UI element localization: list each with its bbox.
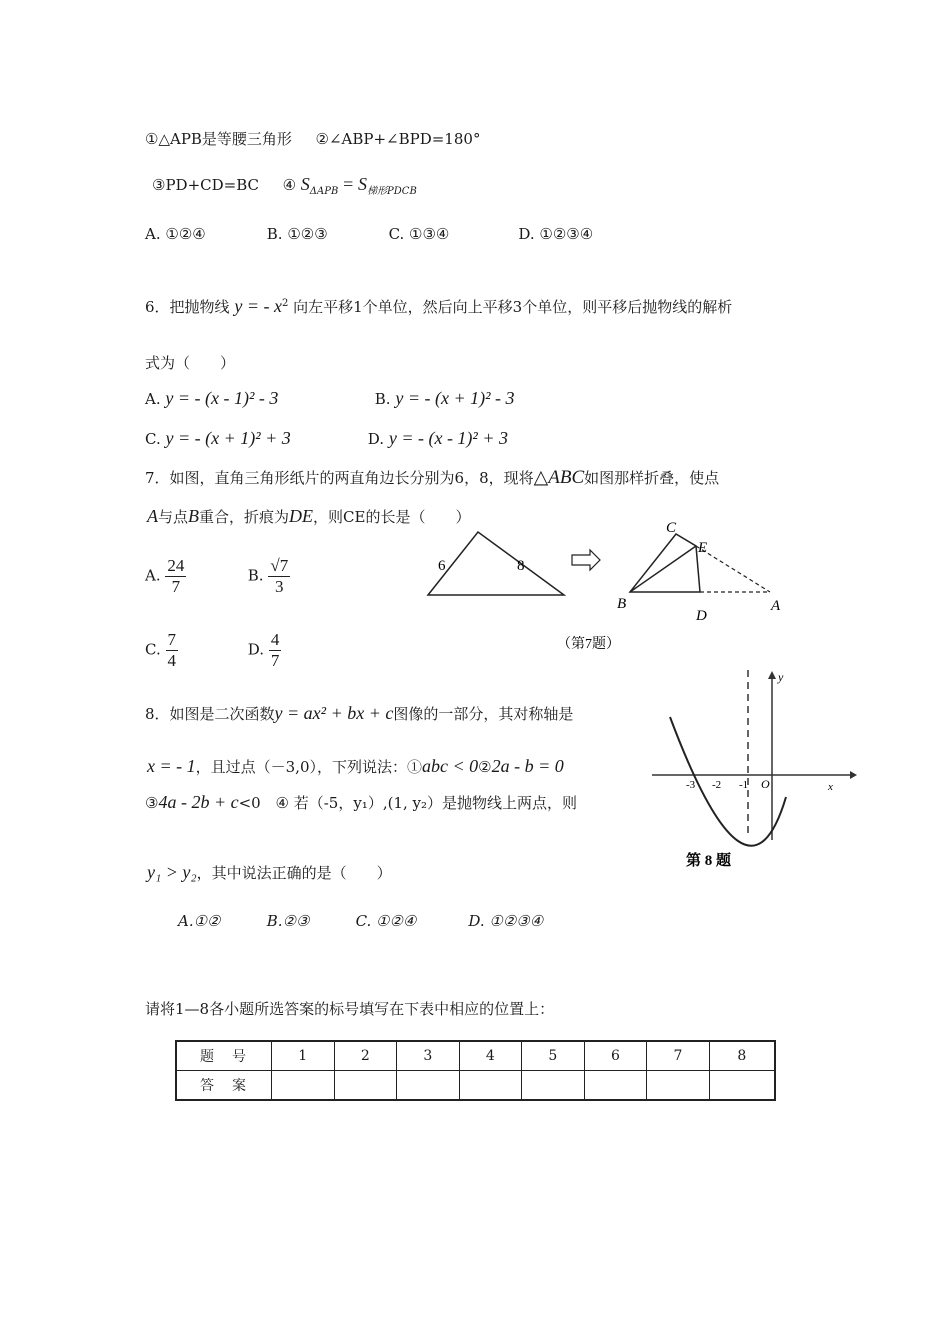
answer-label: 答案 bbox=[176, 1071, 272, 1101]
q8-origin-label: O bbox=[761, 777, 770, 791]
q8-compare: y₁ > y₂ bbox=[147, 862, 197, 882]
question-number-3: 3 bbox=[397, 1041, 460, 1071]
q8-y-label: y bbox=[778, 670, 784, 684]
q8-stem-cont bbox=[147, 756, 564, 777]
q5-stmt-2: ②∠ABP+∠BPD=180° bbox=[315, 130, 481, 148]
q7-option-d-label: D. bbox=[247, 640, 265, 659]
q5-area-s1: S bbox=[300, 174, 310, 194]
q7-stem-a: 7．如图，直角三角形纸片的两直角边长分别为6，8，现将 bbox=[145, 469, 534, 487]
q6-stem-sup: 2 bbox=[281, 298, 289, 309]
q7-option-b-den: 3 bbox=[275, 577, 284, 596]
q8-stem-b: 图像的一部分，其对称轴是 bbox=[393, 705, 574, 723]
q6-stem-math: y = - x bbox=[234, 296, 282, 316]
q6-options-row2 bbox=[145, 428, 508, 449]
answer-instruction: 请将1—8各小题所选答案的标号填写在下表中相应的位置上： bbox=[145, 1000, 555, 1018]
q7-stem-c: 与点 bbox=[158, 508, 189, 526]
q8-option-d[interactable]: D. ①②③④ bbox=[468, 912, 544, 930]
q7-figure bbox=[420, 520, 800, 660]
q6-option-a[interactable] bbox=[145, 388, 370, 409]
q7-fold-line-be bbox=[630, 546, 696, 592]
q7-stem-B: B bbox=[188, 506, 200, 526]
q7-option-a-num: 24 bbox=[167, 556, 185, 575]
q8-s3-prefix: ③ bbox=[145, 794, 159, 812]
q7-options-row1 bbox=[145, 556, 290, 597]
answer-cell-3[interactable] bbox=[397, 1071, 460, 1101]
q7-option-a-den: 7 bbox=[171, 577, 181, 596]
q6-option-c-label: C. bbox=[145, 430, 161, 448]
answer-table bbox=[175, 1040, 776, 1101]
q7-option-c[interactable] bbox=[145, 630, 243, 671]
q7-side-6: 6 bbox=[438, 558, 446, 574]
q6-option-a-text: y = - (x - 1)² - 3 bbox=[165, 388, 279, 408]
answer-table-answer-row bbox=[176, 1071, 775, 1101]
q8-axis-eq: x = - 1 bbox=[147, 756, 196, 776]
q7-option-b-label: B. bbox=[247, 566, 264, 585]
answer-cell-1[interactable] bbox=[272, 1071, 335, 1101]
q8-stem bbox=[145, 703, 573, 724]
q7-option-a-label: A. bbox=[145, 566, 161, 585]
q7-option-c-label: C. bbox=[145, 640, 161, 659]
q7-option-c-num: 7 bbox=[167, 630, 176, 649]
q7-options-row2 bbox=[145, 630, 281, 671]
q6-stem-b: 向左平移1个单位，然后向上平移3个单位，则平移后抛物线的解析 bbox=[293, 298, 733, 316]
q7-label-b: B bbox=[617, 596, 627, 612]
q7-caption: （第7题） bbox=[557, 637, 620, 652]
q8-s1: abc < 0 bbox=[422, 756, 479, 776]
q8-tick-neg2: -2 bbox=[712, 779, 722, 791]
q8-stem-cont3 bbox=[147, 862, 392, 883]
q5-area-sub2: 梯形PDCB bbox=[367, 186, 417, 197]
answer-cell-8[interactable] bbox=[709, 1071, 775, 1101]
question-number-6: 6 bbox=[584, 1041, 647, 1071]
q7-stem-DE: DE bbox=[289, 506, 314, 526]
question-number-8: 8 bbox=[709, 1041, 775, 1071]
q8-options bbox=[178, 912, 543, 930]
q7-label-c: C bbox=[666, 520, 677, 536]
q8-figure bbox=[650, 665, 860, 875]
answer-cell-7[interactable] bbox=[647, 1071, 710, 1101]
q5-statements-line2 bbox=[152, 174, 417, 197]
q8-y-arrow-icon bbox=[768, 671, 776, 679]
q7-stem-A: A bbox=[147, 506, 158, 526]
q6-options-row1 bbox=[145, 388, 515, 409]
q6-option-a-label: A. bbox=[145, 390, 161, 408]
q5-option-d[interactable]: D. ①②③④ bbox=[518, 225, 594, 243]
q5-option-c[interactable]: C. ①③④ bbox=[388, 225, 450, 243]
q7-stem-b: 如图那样折叠，使点 bbox=[584, 469, 720, 487]
q8-stem-cont2 bbox=[145, 792, 577, 813]
q7-option-d-frac bbox=[269, 630, 282, 671]
q5-option-a[interactable]: A. ①②④ bbox=[145, 225, 206, 243]
answer-table-header-row bbox=[176, 1041, 775, 1071]
q8-x-arrow-icon bbox=[850, 771, 857, 779]
q5-stmt-1: ①△APB是等腰三角形 bbox=[145, 130, 292, 148]
q8-s2-prefix: ② bbox=[478, 758, 492, 776]
q7-option-b-num: √7 bbox=[270, 556, 289, 575]
q8-stem-a: 8．如图是二次函数 bbox=[145, 705, 275, 723]
q6-option-d-label: D. bbox=[367, 430, 385, 448]
q5-area-s2: S bbox=[358, 174, 368, 194]
q7-side-8: 8 bbox=[517, 558, 525, 574]
q8-caption: 第 8 题 bbox=[686, 853, 732, 869]
q7-option-c-den: 4 bbox=[167, 651, 176, 670]
answer-cell-4[interactable] bbox=[459, 1071, 522, 1101]
q6-option-c-text: y = - (x + 1)² + 3 bbox=[165, 428, 291, 448]
q8-stem-c: ，且过点（－3,0），下列说法：① bbox=[195, 758, 422, 776]
q5-statements-line1 bbox=[145, 128, 480, 149]
q5-stmt-4-prefix: ④ bbox=[282, 176, 297, 194]
q5-stmt-3: ③PD+CD=BC bbox=[152, 176, 259, 194]
q7-option-d-num: 4 bbox=[270, 630, 280, 649]
q7-label-e: E bbox=[698, 540, 708, 556]
q6-option-b[interactable] bbox=[375, 388, 515, 409]
q6-stem-a: 6．把抛物线 bbox=[145, 298, 230, 316]
q8-option-b[interactable]: B.②③ bbox=[266, 912, 310, 930]
q6-option-d[interactable] bbox=[368, 428, 508, 449]
q5-option-b[interactable]: B. ①②③ bbox=[266, 225, 328, 243]
q6-option-b-text: y = - (x + 1)² - 3 bbox=[395, 388, 515, 408]
q6-stem-cont: 式为（ ） bbox=[145, 354, 236, 372]
q7-option-a-frac bbox=[165, 556, 186, 597]
answer-cell-2[interactable] bbox=[334, 1071, 397, 1101]
question-number-4: 4 bbox=[459, 1041, 522, 1071]
q6-option-b-label: B. bbox=[374, 390, 391, 408]
q8-stem-e: ，其中说法正确的是（ ） bbox=[196, 864, 392, 882]
q7-stem-e: ，则CE的长是（ ） bbox=[313, 508, 471, 526]
q8-s3-tail: <0 bbox=[238, 794, 261, 812]
q6-option-d-text: y = - (x - 1)² + 3 bbox=[388, 428, 508, 448]
answer-cell-6[interactable] bbox=[584, 1071, 647, 1101]
q7-original-triangle bbox=[428, 532, 564, 595]
q8-tick-neg1: -1 bbox=[739, 779, 749, 791]
q8-option-c[interactable]: C. ①②④ bbox=[355, 912, 417, 930]
q8-stem-d: ④ 若（-5，y₁）,(1, y₂）是抛物线上两点，则 bbox=[275, 794, 578, 812]
q5-area-eq: = bbox=[343, 174, 354, 194]
q7-option-c-frac bbox=[166, 630, 179, 671]
q7-label-d: D bbox=[696, 608, 707, 624]
answer-cell-5[interactable] bbox=[522, 1071, 585, 1101]
q7-arrow-icon bbox=[572, 550, 600, 570]
q8-option-a[interactable]: A.①② bbox=[178, 912, 221, 930]
q7-stem-d: 重合，折痕为 bbox=[199, 508, 290, 526]
q6-stem bbox=[145, 296, 732, 317]
q7-option-a[interactable] bbox=[145, 556, 243, 597]
q5-area-sub1: ΔAPB bbox=[309, 186, 339, 197]
q8-s3: 4a - 2b + c bbox=[158, 792, 239, 812]
q7-option-b-frac bbox=[268, 556, 290, 597]
question-number-label: 题号 bbox=[176, 1041, 272, 1071]
q7-option-b[interactable] bbox=[248, 556, 290, 597]
q7-stem bbox=[145, 466, 719, 489]
q8-x-label: x bbox=[828, 781, 833, 793]
q5-options bbox=[145, 225, 593, 243]
q7-option-d-den: 7 bbox=[270, 651, 280, 670]
question-number-1: 1 bbox=[272, 1041, 335, 1071]
q8-stem-func: y = ax² + bx + c bbox=[274, 703, 394, 723]
q7-stem-tri: △ABC bbox=[533, 467, 585, 488]
question-number-5: 5 bbox=[522, 1041, 585, 1071]
question-number-2: 2 bbox=[334, 1041, 397, 1071]
question-number-7: 7 bbox=[647, 1041, 710, 1071]
q6-option-c[interactable] bbox=[145, 428, 363, 449]
q7-option-d[interactable] bbox=[248, 630, 282, 671]
q8-tick-neg3: -3 bbox=[686, 779, 696, 791]
q7-folded-shape bbox=[630, 534, 700, 592]
q7-label-a: A bbox=[771, 598, 781, 614]
q8-s2: 2a - b = 0 bbox=[491, 756, 564, 776]
